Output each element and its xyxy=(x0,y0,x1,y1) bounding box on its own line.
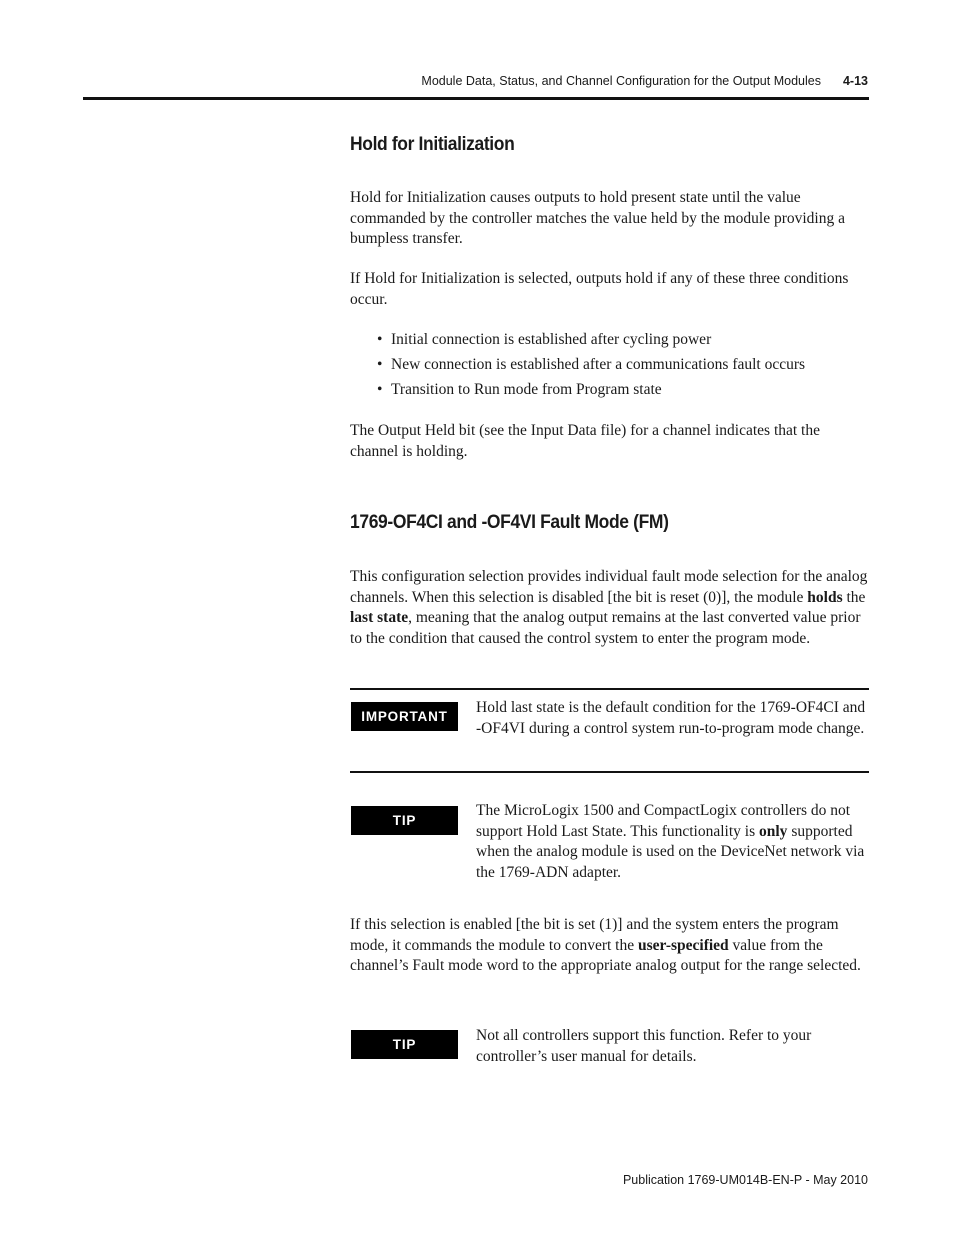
bullet-icon: • xyxy=(377,331,383,348)
list-item: • Transition to Run mode from Program state xyxy=(377,379,805,404)
paragraph-fault-mode-intro: This configuration selection provides individual fault mode selection for the analog channels. When this selection is disabled [the bit is reset (0)], the module holds the last state, meaning that the analog output remains at the last converted value prior to the condition that caused the control system to enter the program mode. xyxy=(350,568,868,647)
important-top-rule xyxy=(350,688,869,690)
tip-text: Not all controllers support this function. Refer to your controller’s user manual for details. xyxy=(476,1027,812,1065)
important-label: IMPORTANT xyxy=(351,702,458,731)
header-rule xyxy=(83,97,869,100)
bullet-icon: • xyxy=(377,381,383,398)
page-number: 4-13 xyxy=(842,74,868,88)
important-bottom-rule xyxy=(350,771,869,773)
tip-text: The MicroLogix 1500 and CompactLogix controllers do not support Hold Last State. This functionality is only supported when the analog module is used on the DeviceNet network via the 1769-ADN adapter. xyxy=(476,802,865,881)
heading-hold-for-initialization: Hold for Initialization xyxy=(350,134,515,155)
list-item: • New connection is established after a communications fault occurs xyxy=(377,354,805,379)
chapter-title: Module Data, Status, and Channel Configuration for the Output Modules xyxy=(421,74,821,88)
paragraph-hold-conditions: If Hold for Initialization is selected, outputs hold if any of these three conditions occur. xyxy=(350,270,849,308)
tip-label: TIP xyxy=(351,806,458,835)
important-text: Hold last state is the default condition for the 1769-OF4CI and -OF4VI during a control system run-to-program mode change. xyxy=(476,699,866,737)
paragraph-hold-intro: Hold for Initialization causes outputs to hold present state until the value commanded by the controller matches the value held by the module providing a bumpless transfer. xyxy=(350,189,845,247)
paragraph-fault-mode-enabled: If this selection is enabled [the bit is set (1)] and the system enters the program mode, it commands the module to convert the user-specified value from the channel’s Fault mode word to the appropriate analog output for the range selected. xyxy=(350,916,861,974)
bullet-icon: • xyxy=(377,356,383,373)
heading-fault-mode: 1769-OF4CI and -OF4VI Fault Mode (FM) xyxy=(350,512,669,533)
publication-footer: Publication 1769-UM014B-EN-P - May 2010 xyxy=(622,1173,868,1187)
tip-label: TIP xyxy=(351,1030,458,1059)
running-header xyxy=(421,74,868,88)
paragraph-output-held-bit: The Output Held bit (see the Input Data file) for a channel indicates that the channel is holding. xyxy=(350,422,820,460)
conditions-list xyxy=(377,329,805,404)
list-item: • Initial connection is established after cycling power xyxy=(377,329,805,354)
